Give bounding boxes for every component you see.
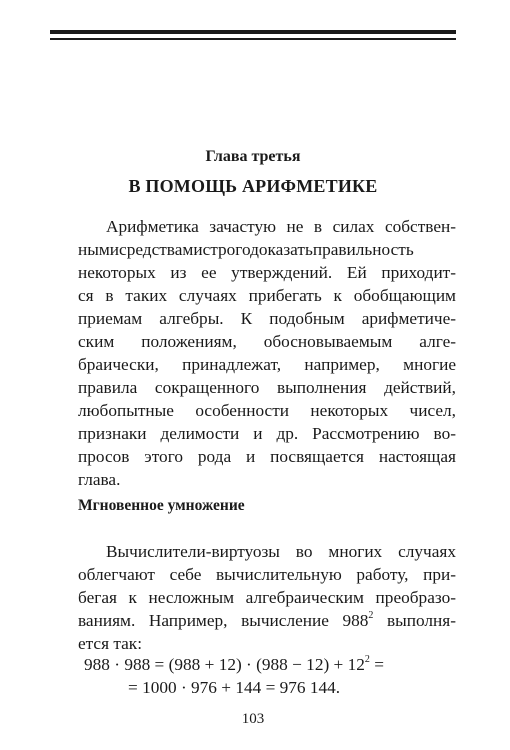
text-line: ским положениям, обосновываемым алге- xyxy=(78,332,456,351)
intro-paragraph xyxy=(78,215,456,491)
text-line: облегчают себе вычислительную работу, при- xyxy=(78,565,456,584)
text-line-with-exponent xyxy=(78,609,456,632)
text-line: Арифметика зачастую не в силах собствен- xyxy=(106,217,456,236)
text-line: ется так: xyxy=(78,634,143,653)
top-rule-thin xyxy=(50,38,456,40)
text-line-part: выполня- xyxy=(373,611,457,630)
text-line: приемам алгебры. К подобным арифметиче- xyxy=(78,309,456,328)
text-line: признаки делимости и др. Рассмотрению во- xyxy=(78,424,456,443)
section-paragraph xyxy=(78,540,456,655)
text-line: нымисредствамистрогодоказатьправильность xyxy=(78,240,414,259)
text-line: Вычислители-виртуозы во многих случаях xyxy=(106,542,456,561)
formula-part: = xyxy=(369,655,384,674)
text-line: глава. xyxy=(78,470,121,489)
text-line: правила сокращенного выполнения действий, xyxy=(78,378,456,397)
formula-part: 988 · 988 = (988 + 12) · (988 − 12) + 12 xyxy=(84,655,365,674)
text-line: бегая к несложным алгебраическим преобразо- xyxy=(78,588,456,607)
chapter-label: Глава третья xyxy=(205,148,301,165)
formula-line-1 xyxy=(84,653,384,676)
top-rule-thick xyxy=(50,30,456,34)
text-line: некоторых из ее утверждений. Ей приходит- xyxy=(78,263,456,282)
formula-line-2: = 1000 · 976 + 144 = 976 144. xyxy=(128,678,341,697)
chapter-title: В ПОМОЩЬ АРИФМЕТИКЕ xyxy=(128,176,378,196)
text-line: браически, принадлежат, например, многие xyxy=(78,355,456,374)
text-line: любопытные особенности некоторых чисел, xyxy=(78,401,456,420)
exponent: 2 xyxy=(368,610,374,621)
text-line: просов этого рода и посвящается настоящая xyxy=(78,447,456,466)
exponent: 2 xyxy=(364,654,370,665)
section-heading: Мгновенное умножение xyxy=(78,497,245,514)
text-line: ся в таких случаях прибегать к обобщающим xyxy=(78,286,456,305)
text-line-part: ваниям. Например, вычисление 988 xyxy=(78,611,369,630)
page-number: 103 xyxy=(241,711,265,727)
